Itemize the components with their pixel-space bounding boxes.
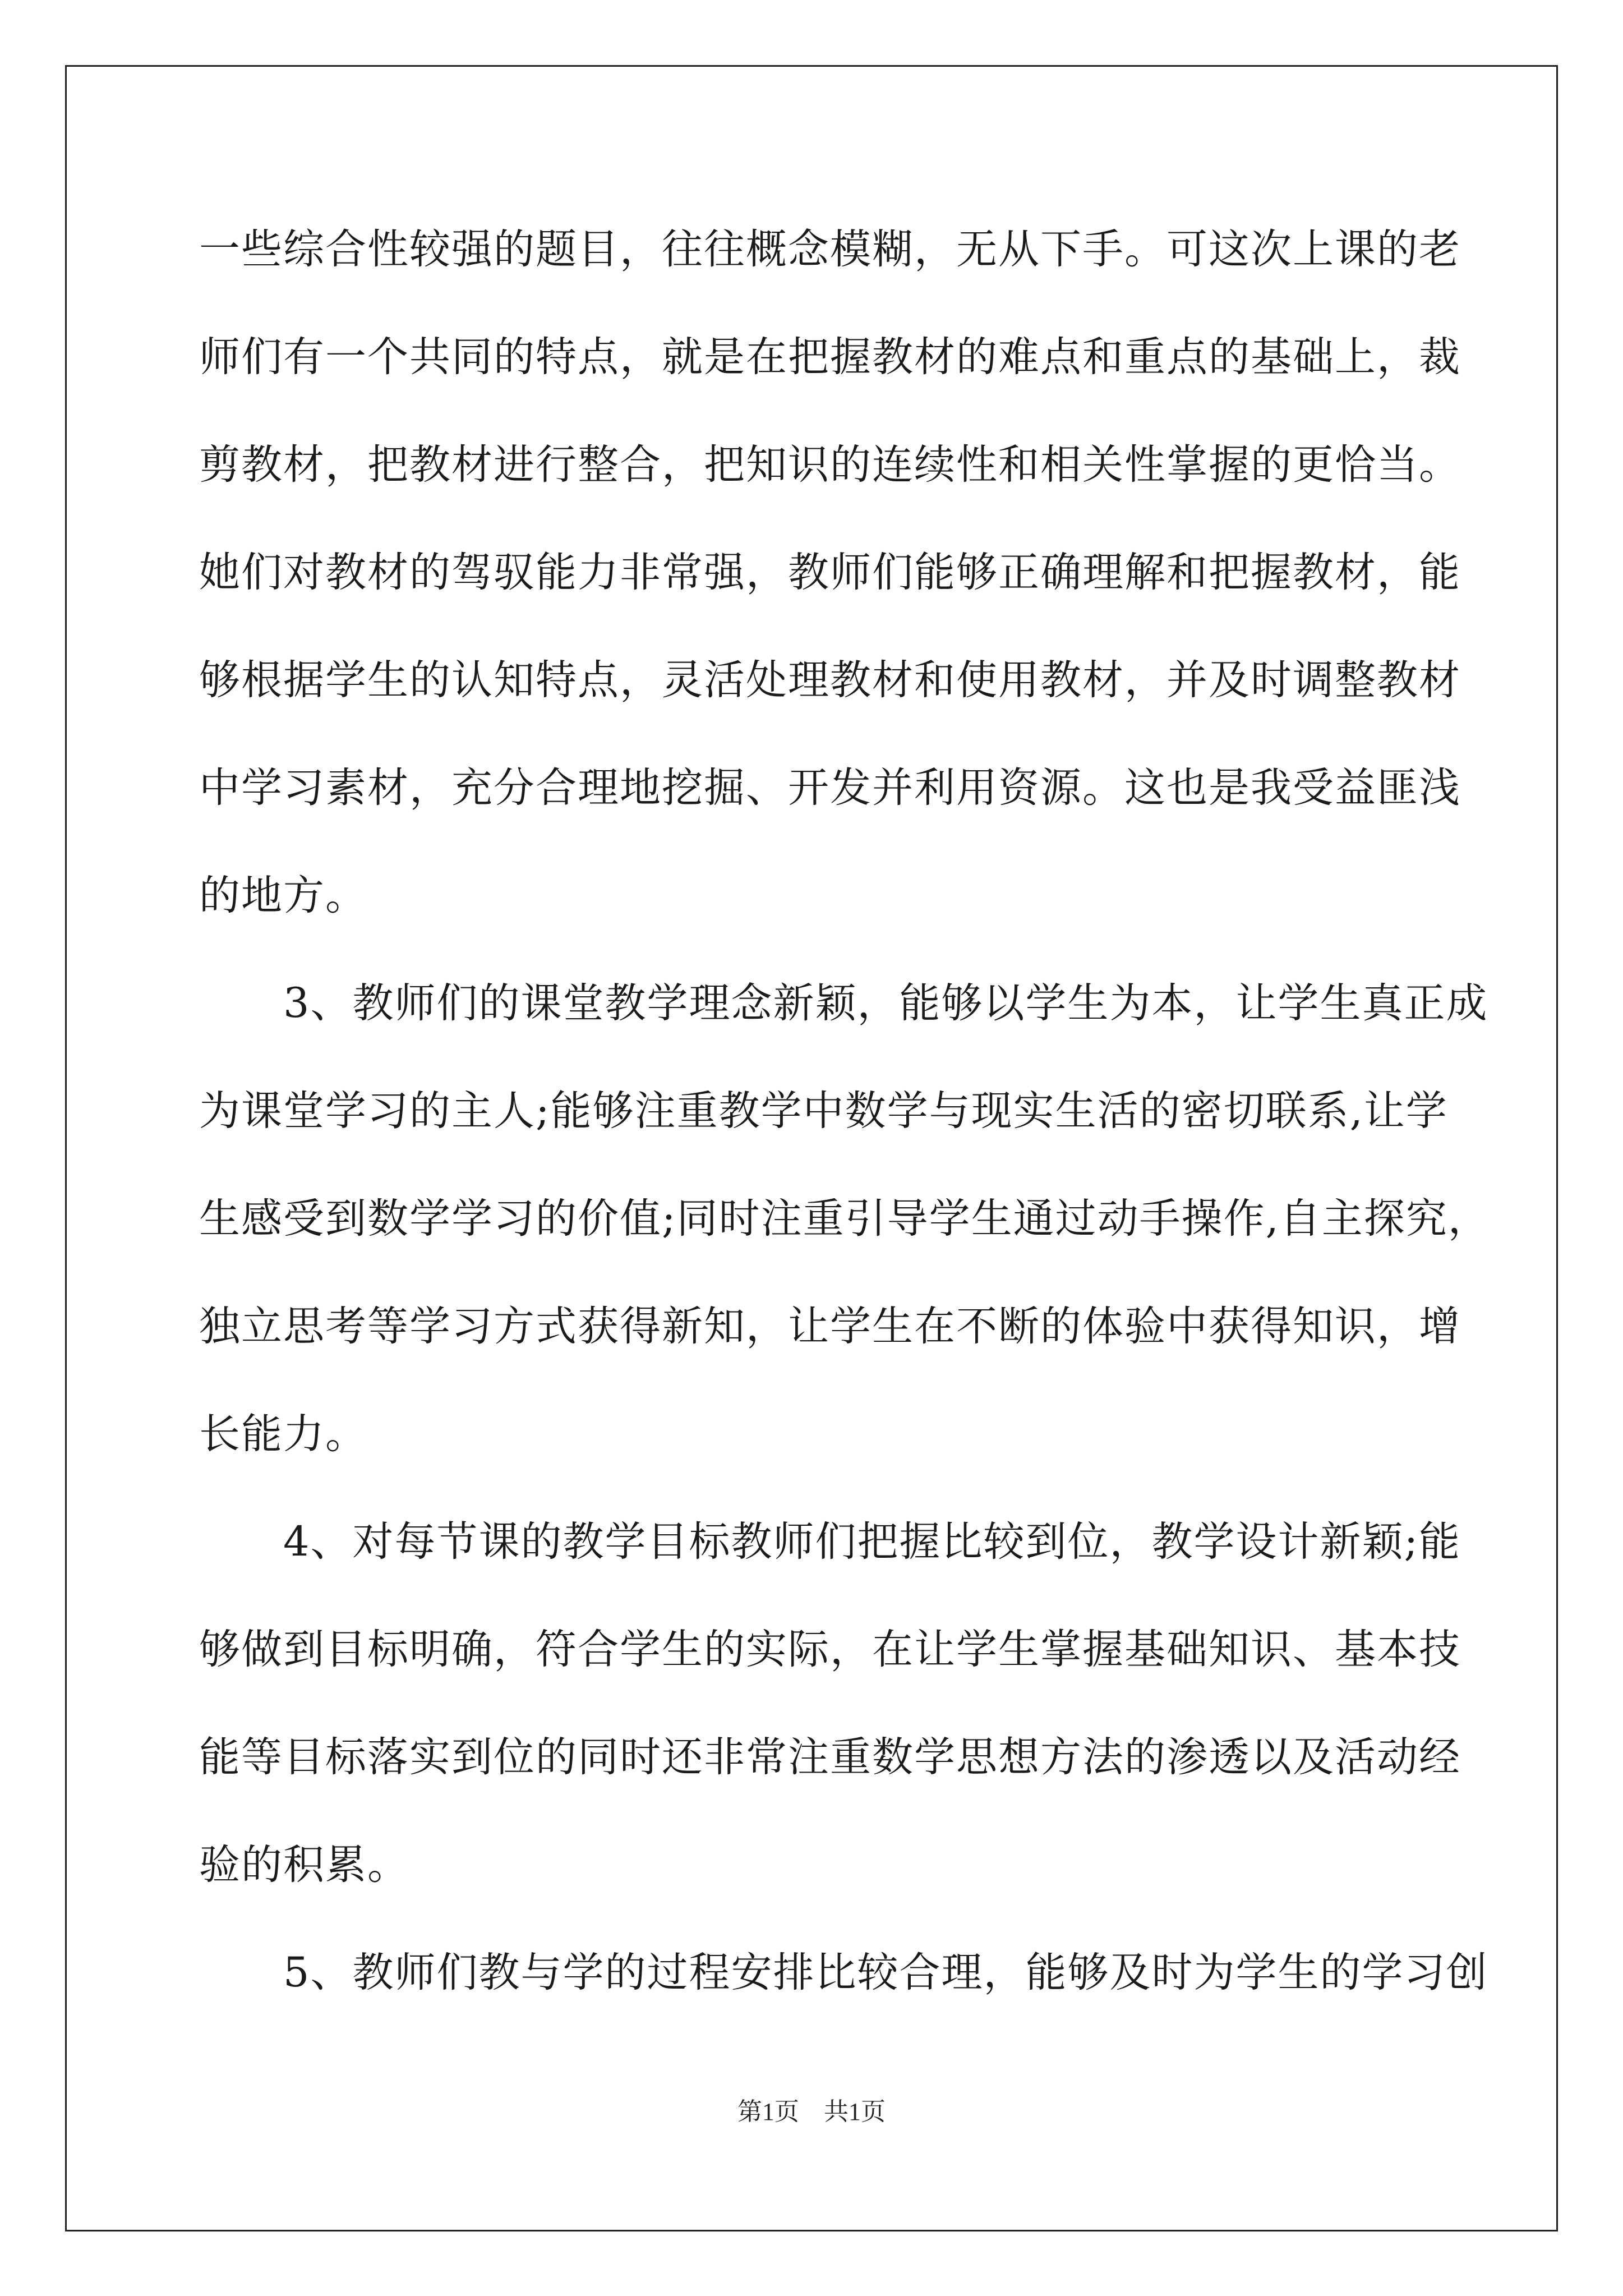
text-line: 4、对每节课的教学目标教师们把握比较到位，教学设计新颖;能 — [199, 1518, 1461, 1566]
text-line: 的地方。 — [199, 872, 367, 919]
page-footer — [0, 2095, 1623, 2129]
text-line: 长能力。 — [199, 1410, 367, 1458]
text-line: 她们对教材的驾驭能力非常强，教师们能够正确理解和把握教材，能 — [199, 549, 1461, 596]
text-line: 够根据学生的认知特点，灵活处理教材和使用教材，并及时调整教材 — [199, 656, 1461, 704]
text-line: 5、教师们教与学的过程安排比较合理，能够及时为学生的学习创 — [199, 1949, 1488, 1996]
text-line: 验的积累。 — [199, 1841, 409, 1889]
text-line: 一些综合性较强的题目，往往概念模糊，无从下手。可这次上课的老 — [199, 226, 1461, 273]
text-line: 够做到目标明确，符合学生的实际，在让学生掌握基础知识、基本技 — [199, 1626, 1461, 1673]
text-line: 中学习素材，充分合理地挖掘、开发并利用资源。这也是我受益匪浅 — [199, 764, 1461, 812]
text-line: 3、教师们的课堂教学理念新颖，能够以学生为本，让学生真正成 — [199, 979, 1488, 1027]
text-line: 能等目标落实到位的同时还非常注重数学思想方法的渗透以及活动经 — [199, 1733, 1461, 1781]
text-line: 剪教材，把教材进行整合，把知识的连续性和相关性掌握的更恰当。 — [199, 441, 1461, 489]
text-line: 为课堂学习的主人;能够注重教学中数学与现实生活的密切联系,让学 — [199, 1087, 1448, 1135]
text-line: 生感受到数学学习的价值;同时注重引导学生通过动手操作,自主探究， — [199, 1195, 1490, 1243]
document-body — [199, 216, 1490, 2047]
text-line: 独立思考等学习方式获得新知，让学生在不断的体验中获得知识，增 — [199, 1303, 1461, 1350]
text-line: 师们有一个共同的特点，就是在把握教材的难点和重点的基础上，裁 — [199, 333, 1461, 381]
page-number: 第1页 共1页 — [737, 2098, 886, 2125]
